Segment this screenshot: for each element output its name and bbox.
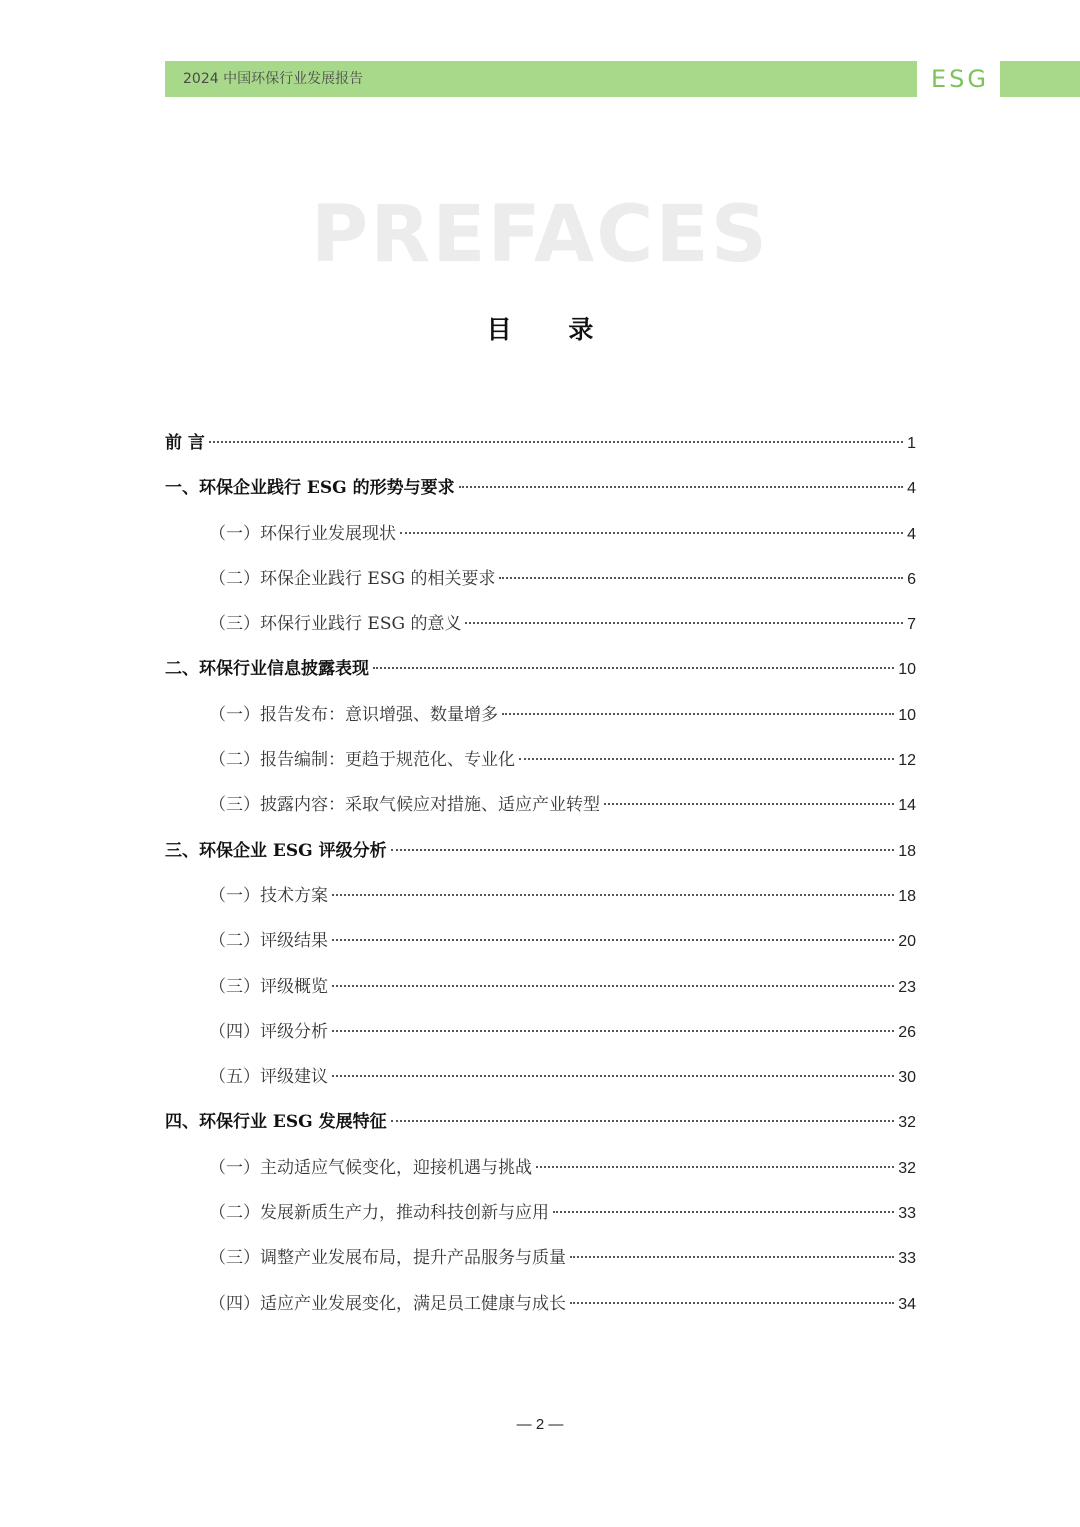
toc-entry-page: 26 [898, 1023, 916, 1041]
report-title: 2024 中国环保行业发展报告 [183, 71, 364, 87]
table-of-contents [165, 421, 916, 1327]
toc-entry-page: 20 [898, 933, 916, 951]
toc-dot-leader [332, 984, 894, 987]
toc-entry-page: 33 [898, 1205, 916, 1223]
toc-entry-title: （一）环保行业发展现状 [209, 523, 396, 544]
toc-entry-page: 4 [907, 480, 916, 498]
toc-entry-title: 前 言 [165, 433, 205, 453]
toc-dot-leader [604, 802, 894, 805]
toc-entry[interactable] [165, 1055, 916, 1100]
toc-entry-page: 23 [898, 978, 916, 996]
toc-entry-title: （三）披露内容：采取气候应对措施、适应产业转型 [209, 795, 600, 816]
toc-entry-title: （三）调整产业发展布局，提升产品服务与质量 [209, 1248, 566, 1269]
toc-dot-leader [400, 531, 903, 534]
toc-entry-title: 二、环保行业信息披露表现 [165, 659, 369, 680]
toc-entry-page: 7 [907, 616, 916, 634]
toc-dot-leader [209, 440, 903, 443]
toc-entry[interactable] [165, 919, 916, 964]
toc-entry-page: 18 [898, 842, 916, 860]
toc-dot-leader [332, 893, 894, 896]
toc-entry-title: （三）环保行业践行 ESG 的意义 [209, 614, 462, 635]
toc-dot-leader [332, 938, 894, 941]
toc-dot-leader [570, 1301, 894, 1304]
toc-entry[interactable] [165, 693, 916, 738]
toc-entry-title: 三、环保企业 ESG 评级分析 [165, 840, 387, 861]
toc-entry-title: （二）环保企业践行 ESG 的相关要求 [209, 568, 496, 589]
toc-dot-leader [391, 848, 895, 851]
toc-dot-leader [465, 621, 903, 624]
toc-dot-leader [332, 1029, 894, 1032]
toc-entry-page: 34 [898, 1295, 916, 1313]
toc-entry-page: 6 [907, 570, 916, 588]
toc-entry-title: （二）报告编制：更趋于规范化、专业化 [209, 750, 515, 771]
toc-entry-page: 32 [898, 1114, 916, 1132]
toc-dot-leader [459, 485, 904, 488]
toc-dot-leader [502, 712, 894, 715]
toc-dot-leader [570, 1255, 894, 1258]
toc-entry[interactable] [165, 466, 916, 511]
toc-entry-title: 四、环保行业 ESG 发展特征 [165, 1112, 387, 1133]
toc-dot-leader [519, 757, 894, 760]
toc-entry[interactable] [165, 783, 916, 828]
toc-entry[interactable] [165, 1282, 916, 1327]
toc-entry-page: 1 [907, 435, 916, 452]
prefaces-watermark: PREFACES [311, 190, 769, 280]
toc-entry-page: 12 [898, 752, 916, 770]
toc-entry[interactable] [165, 647, 916, 692]
toc-entry[interactable] [165, 738, 916, 783]
toc-entry-page: 32 [898, 1159, 916, 1177]
esg-badge: ESG [931, 65, 989, 93]
toc-entry-title: 一、环保企业践行 ESG 的形势与要求 [165, 478, 455, 499]
toc-entry-title: （一）主动适应气候变化，迎接机遇与挑战 [209, 1157, 532, 1178]
header-bar [165, 61, 917, 97]
toc-title: 目 录 [486, 315, 618, 344]
toc-entry-page: 10 [898, 661, 916, 679]
page-number: — 2 — [516, 1416, 564, 1433]
toc-entry[interactable] [165, 512, 916, 557]
toc-entry-title: （五）评级建议 [209, 1067, 328, 1088]
toc-entry[interactable] [165, 1191, 916, 1236]
toc-dot-leader [373, 666, 894, 669]
toc-entry[interactable] [165, 829, 916, 874]
toc-entry-title: （二）评级结果 [209, 931, 328, 952]
toc-entry-title: （一）技术方案 [209, 885, 328, 906]
toc-entry-page: 4 [907, 525, 916, 543]
toc-entry-title: （三）评级概览 [209, 976, 328, 997]
toc-dot-leader [499, 576, 903, 579]
toc-entry-page: 33 [898, 1250, 916, 1268]
toc-entry-page: 14 [898, 797, 916, 815]
toc-entry-title: （四）评级分析 [209, 1021, 328, 1042]
toc-dot-leader [536, 1165, 894, 1168]
toc-entry-title: （四）适应产业发展变化，满足员工健康与成长 [209, 1293, 566, 1314]
header-tab [1000, 61, 1080, 97]
toc-dot-leader [391, 1119, 895, 1122]
toc-entry[interactable] [165, 602, 916, 647]
toc-entry[interactable] [165, 557, 916, 602]
toc-dot-leader [332, 1074, 894, 1077]
toc-entry[interactable] [165, 965, 916, 1010]
toc-entry[interactable] [165, 1100, 916, 1145]
toc-entry[interactable] [165, 421, 916, 466]
toc-dot-leader [553, 1210, 894, 1213]
toc-entry[interactable] [165, 874, 916, 919]
toc-entry[interactable] [165, 1146, 916, 1191]
toc-entry[interactable] [165, 1236, 916, 1281]
toc-entry-page: 18 [898, 887, 916, 905]
toc-entry-page: 30 [898, 1069, 916, 1087]
toc-entry-title: （二）发展新质生产力，推动科技创新与应用 [209, 1203, 549, 1224]
toc-entry[interactable] [165, 1010, 916, 1055]
toc-entry-title: （一）报告发布：意识增强、数量增多 [209, 704, 498, 725]
toc-entry-page: 10 [898, 706, 916, 724]
